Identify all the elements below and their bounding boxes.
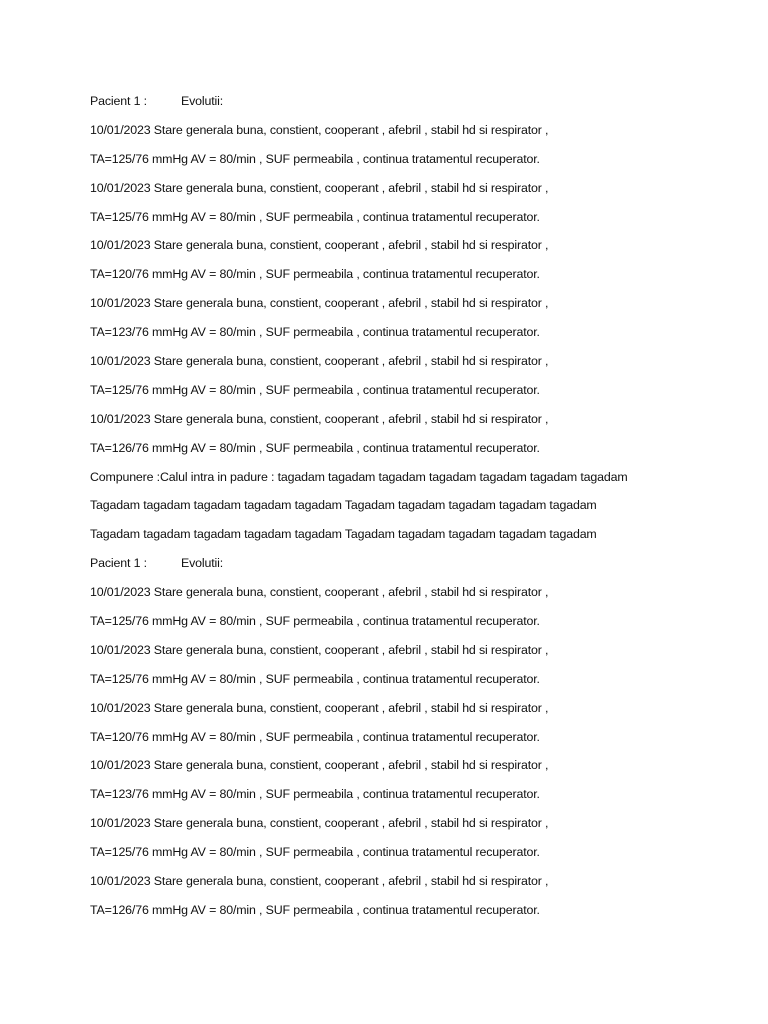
evolution-entry-line: 10/01/2023 Stare generala buna, constient, cooperant , afebril , stabil hd si respirator , bbox=[90, 411, 549, 426]
evolution-entry-line: 10/01/2023 Stare generala buna, constient, cooperant , afebril , stabil hd si respirator , bbox=[90, 180, 549, 195]
vitals-line: TA=120/76 mmHg AV = 80/min , SUF permeabila , continua tratamentul recuperator. bbox=[90, 267, 540, 282]
patient-header bbox=[90, 92, 690, 110]
evolutions-label: Evolutii: bbox=[181, 556, 224, 571]
composition-line: Compunere :Calul intra in padure : tagadam tagadam tagadam tagadam tagadam tagadam tagadam bbox=[90, 469, 628, 484]
evolution-entry-line: 10/01/2023 Stare generala buna, constient, cooperant , afebril , stabil hd si respirator , bbox=[90, 354, 549, 369]
patient-label: Pacient 1 : bbox=[90, 94, 147, 108]
document-body bbox=[90, 92, 690, 930]
vitals-line: TA=125/76 mmHg AV = 80/min , SUF permeabila , continua tratamentul recuperator. bbox=[90, 845, 540, 860]
patient-label: Pacient 1 : bbox=[90, 556, 147, 571]
evolution-entry-line: 10/01/2023 Stare generala buna, constient, cooperant , afebril , stabil hd si respirator , bbox=[90, 758, 549, 773]
composition-line: Tagadam tagadam tagadam tagadam tagadam Tagadam tagadam tagadam tagadam tagadam bbox=[90, 498, 597, 513]
vitals-line: TA=125/76 mmHg AV = 80/min , SUF permeabila , continua tratamentul recuperator. bbox=[90, 382, 540, 397]
vitals-line: TA=126/76 mmHg AV = 80/min , SUF permeabila , continua tratamentul recuperator. bbox=[90, 902, 540, 917]
evolution-entry-line: 10/01/2023 Stare generala buna, constient, cooperant , afebril , stabil hd si respirator , bbox=[90, 816, 549, 831]
composition-line: Tagadam tagadam tagadam tagadam tagadam Tagadam tagadam tagadam tagadam tagadam bbox=[90, 527, 597, 542]
vitals-line: TA=126/76 mmHg AV = 80/min , SUF permeabila , continua tratamentul recuperator. bbox=[90, 440, 540, 455]
patient-header bbox=[90, 554, 690, 572]
evolution-entry-line: 10/01/2023 Stare generala buna, constient, cooperant , afebril , stabil hd si respirator , bbox=[90, 238, 549, 253]
vitals-line: TA=125/76 mmHg AV = 80/min , SUF permeabila , continua tratamentul recuperator. bbox=[90, 209, 540, 224]
evolution-entry-line: 10/01/2023 Stare generala buna, constient, cooperant , afebril , stabil hd si respirator , bbox=[90, 700, 549, 715]
evolution-entry-line: 10/01/2023 Stare generala buna, constient, cooperant , afebril , stabil hd si respirator , bbox=[90, 585, 549, 600]
vitals-line: TA=125/76 mmHg AV = 80/min , SUF permeabila , continua tratamentul recuperator. bbox=[90, 614, 540, 629]
evolution-entry-line: 10/01/2023 Stare generala buna, constient, cooperant , afebril , stabil hd si respirator , bbox=[90, 874, 549, 889]
evolutions-label: Evolutii: bbox=[181, 94, 224, 108]
vitals-line: TA=120/76 mmHg AV = 80/min , SUF permeabila , continua tratamentul recuperator. bbox=[90, 729, 540, 744]
vitals-line: TA=125/76 mmHg AV = 80/min , SUF permeabila , continua tratamentul recuperator. bbox=[90, 671, 540, 686]
vitals-line: TA=123/76 mmHg AV = 80/min , SUF permeabila , continua tratamentul recuperator. bbox=[90, 787, 540, 802]
evolution-entry-line: 10/01/2023 Stare generala buna, constient, cooperant , afebril , stabil hd si respirator , bbox=[90, 642, 549, 657]
evolution-entry-line: 10/01/2023 Stare generala buna, constient, cooperant , afebril , stabil hd si respirator , bbox=[90, 122, 549, 137]
vitals-line: TA=125/76 mmHg AV = 80/min , SUF permeabila , continua tratamentul recuperator. bbox=[90, 151, 540, 166]
evolution-entry-line: 10/01/2023 Stare generala buna, constient, cooperant , afebril , stabil hd si respirator , bbox=[90, 296, 549, 311]
vitals-line: TA=123/76 mmHg AV = 80/min , SUF permeabila , continua tratamentul recuperator. bbox=[90, 325, 540, 340]
